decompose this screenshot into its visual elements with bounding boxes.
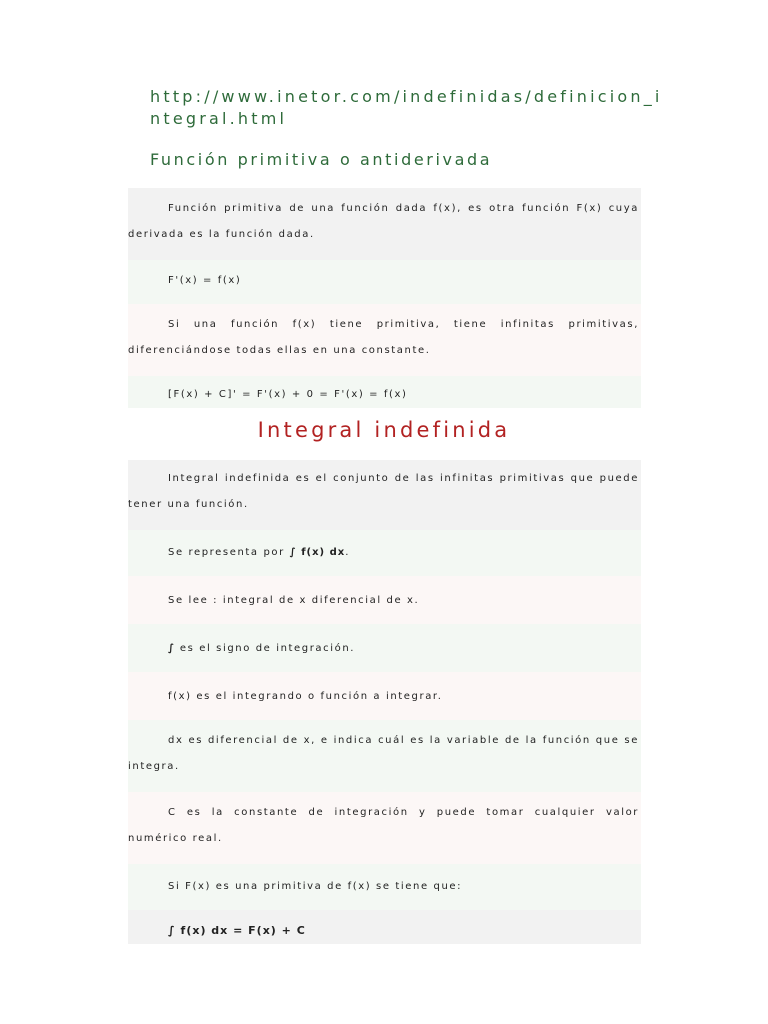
constant-paragraph [128,792,641,864]
derivative-formula: F'(x) = f(x) [168,275,242,286]
differential-text: dx es diferencial de x, e indica cuál es la variable de la función que se integra. [128,735,639,772]
integral-sign-text: es el signo de integración. [175,643,356,654]
primitive-condition-row [128,864,641,910]
definition-text: Función primitiva de una función dada f(x), es otra función F(x) cuya derivada es la función dada. [128,203,639,240]
representation-text: Se representa por [168,547,290,558]
formula-row [128,260,641,304]
reading-row [128,576,641,624]
primitive-condition-text: Si F(x) es una primitiva de f(x) se tiene que: [168,881,463,892]
reading-text: Se lee : integral de x diferencial de x. [168,595,420,606]
integral-notation: ∫ f(x) dx [289,547,346,558]
section-title-integral: Integral indefinida [257,418,511,442]
constant-formula-row [128,376,641,408]
constant-formula: [F(x) + C]' = F'(x) + 0 = F'(x) = f(x) [168,389,408,400]
integral-sign-icon: ∫ [168,643,176,654]
definition-paragraph [128,188,641,260]
constant-text: C es la constante de integración y puede tomar cualquier valor numérico real. [128,807,639,844]
primitiva-block [128,188,641,408]
integral-block [128,460,641,944]
period: . [345,547,351,558]
integrand-row [128,672,641,720]
integrand-text: f(x) es el integrando o función a integrar. [168,691,443,702]
integral-definition-text: Integral indefinida es el conjunto de las infinitas primitivas que puede tener una función. [128,473,639,510]
infinite-primitives-text: Si una función f(x) tiene primitiva, tiene infinitas primitivas, diferenciándose todas ellas en una constante. [128,319,639,356]
final-formula-row [128,910,641,944]
final-formula: ∫ f(x) dx = F(x) + C [168,924,306,937]
source-url: http://www.inetor.com/indefinidas/definicion_integral.html [150,87,663,128]
integral-definition-paragraph [128,460,641,530]
integral-sign-row [128,624,641,672]
differential-paragraph [128,720,641,792]
representation-row [128,530,641,576]
section-title-primitiva: Función primitiva o antiderivada [150,150,493,169]
infinite-primitives-paragraph [128,304,641,376]
